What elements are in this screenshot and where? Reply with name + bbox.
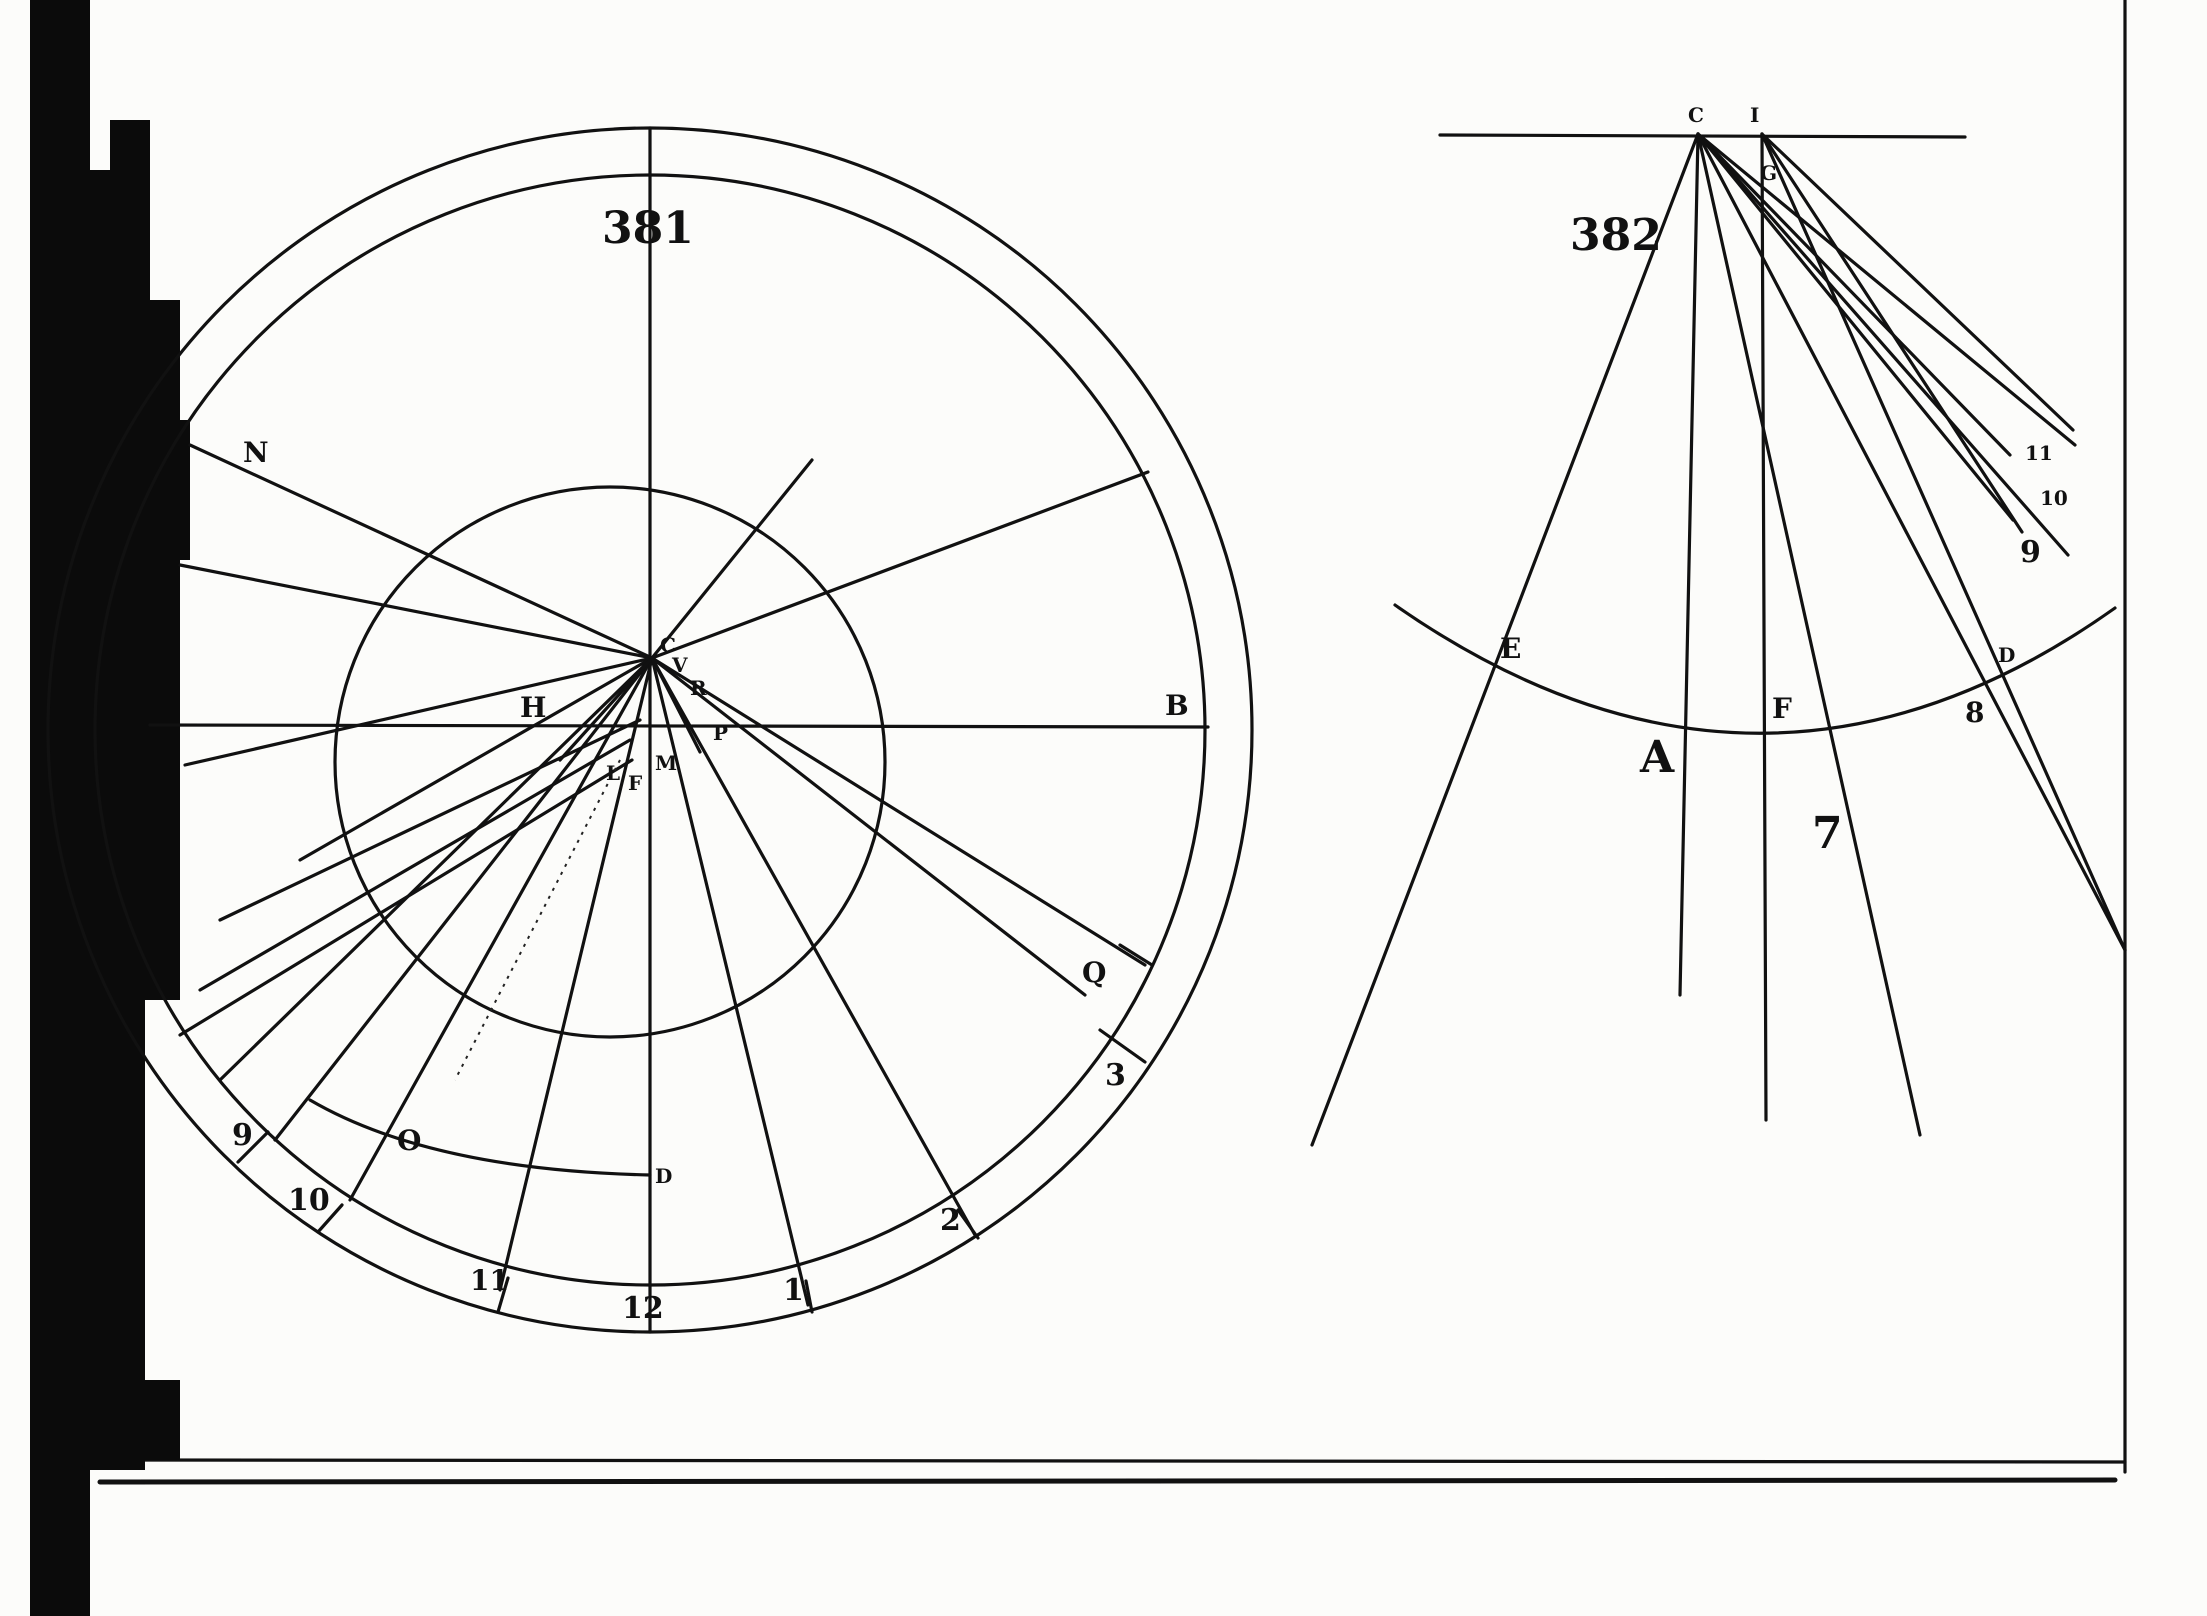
- point-label-n: N: [243, 436, 269, 469]
- figure-381-number: 381: [602, 203, 694, 254]
- figure-382-number: 382: [1570, 210, 1662, 261]
- point-label-f: F: [1772, 692, 1792, 725]
- hour-label-12: 12: [622, 1291, 664, 1326]
- hour-label-3: 3: [1105, 1058, 1126, 1093]
- hour-label-8: 8: [1965, 696, 1985, 729]
- point-label-c: C: [660, 633, 676, 657]
- point-label-h: H: [520, 691, 547, 724]
- hour-label-10: 10: [288, 1183, 330, 1218]
- arc-e-d: [1395, 605, 2115, 733]
- figure-381: [48, 128, 1252, 1332]
- point-label-m: M: [655, 751, 678, 775]
- hour-label-10: 10: [2040, 486, 2068, 510]
- hour-label-2: 2: [940, 1203, 961, 1238]
- point-label-d: D: [655, 1164, 673, 1188]
- point-label-c: C: [1688, 103, 1704, 127]
- arc-o-d: [310, 1100, 650, 1175]
- hour-label-11: 11: [2025, 441, 2053, 465]
- point-label-i: I: [1750, 103, 1760, 127]
- point-label-p: P: [713, 721, 729, 745]
- point-label-a: A: [1640, 732, 1675, 783]
- point-label-e: E: [1500, 632, 1522, 665]
- hour-label-9: 9: [2020, 535, 2041, 570]
- hour-label-1: 1: [783, 1273, 804, 1308]
- hour-label-11: 11: [470, 1264, 509, 1297]
- point-label-d: D: [1998, 643, 2016, 667]
- point-label-f: F: [628, 771, 643, 795]
- hour-label-7: 7: [1812, 808, 1843, 859]
- hour-label-9: 9: [232, 1118, 253, 1153]
- point-label-r: R: [690, 676, 707, 700]
- point-label-l: L: [606, 761, 621, 785]
- figure-382: [1312, 103, 2125, 1145]
- point-label-g: G: [1760, 161, 1778, 185]
- point-label-q: Q: [1082, 956, 1107, 989]
- point-label-o: O: [397, 1124, 422, 1157]
- point-label-v: V: [672, 653, 688, 677]
- point-label-b: B: [1165, 689, 1189, 722]
